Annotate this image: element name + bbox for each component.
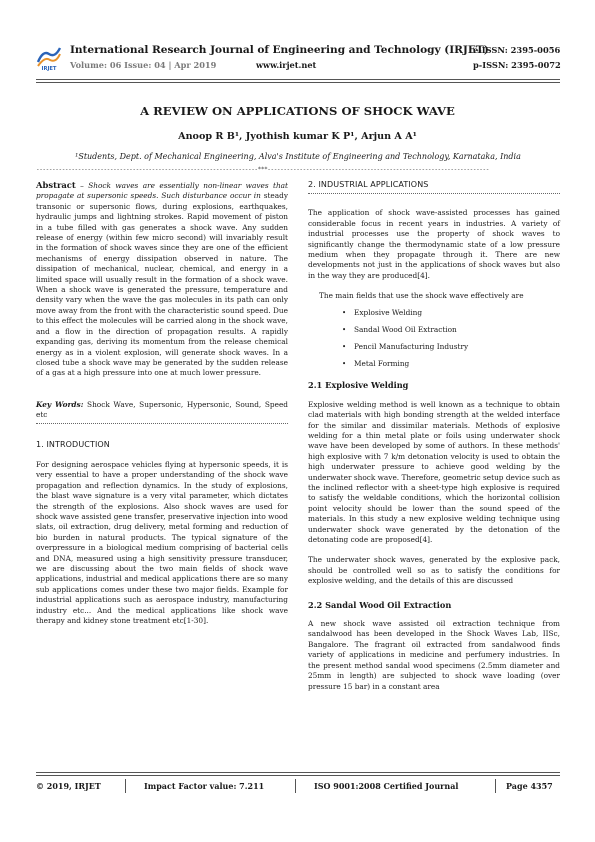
footer-iso: ISO 9001:2008 Certified Journal — [314, 781, 459, 791]
footer-divider — [125, 779, 126, 793]
irjet-logo — [36, 44, 62, 71]
abstract-text: steady transonic or supersonic flows, during explosions, earthquakes, hydraulic jumps and lightning strokes. Rapid movement of piston in a tube filled with gas generates a shock wave. Any sudden release of energy (within few micro second) will invariably result in the formation of shock waves since they are one of the efficient mechanisms of energy dissipation observed in nature. The dissipation of mechanical, nuclear, chemical, and energy in a limited space will usually result in the formation of a shock wave. When a shock wave is generated the pressure, temperature and density vary when the wave the gas molecules in its path can only move away from the front with the characteristic sound speed. Due to this effect the molecules will be carried along in the shock wave, and a flow in the direction of propagation results. A rapidly expanding gas, deriving its momentum from the release chemical energy as in a violent explosion, will generate shock waves. In a closed tube a shock wave may be generated by the sudden release of a gas at a high pressure into one at much lower pressure. — [36, 191, 288, 378]
volume-issue: Volume: 06 Issue: 04 | Apr 2019 — [70, 60, 217, 70]
right-column — [308, 180, 560, 692]
list-item: • Sandal Wood Oil Extraction — [342, 324, 457, 334]
bullet-icon: • — [342, 325, 347, 334]
introduction-heading: 1. INTRODUCTION — [36, 439, 110, 449]
footer-impact-factor: Impact Factor value: 7.211 — [144, 781, 265, 791]
affiliation: ¹Students, Dept. of Mechanical Engineering, Alva's Institute of Engineering and Technology, Karnataka, India — [75, 152, 521, 161]
footer-divider — [295, 779, 296, 793]
explosive-welding-text: Explosive welding method is well known as a technique to obtain clad materials with high bonding strength at the welded interface for the similar and dissimilar materials. Methods of explosive welding for a thin metal plate or foils using underwater shock wave have been developed by some of authors. In these methods' high explosive with 7 k/m detonation velocity is used to obtain the high underwater pressure to achieve good welding by the underwater shock wave. Therefore, geometric setup device such as the inclined reflector with a sheet-type high explosive is required to satisfy the weldable conditions, which the horizontal collision point velocity should be lower than the sound speed of the materials. In this study a new explosive welding technique using underwater shock wave generated by the detonation of the detonating code are proposed[4]. — [308, 399, 560, 545]
abstract: Abstract – Shock waves are essentially non-linear waves that propagate at supersonic speeds. Such disturbance occur in steady transonic or supersonic flows, during explosions, earthquakes, hydraulic jumps and lightning strokes. Rapid movement of piston in a tube filled with gas generates a shock wave. Any sudden release of energy (within few micro second) will invariably result in the formation of shock waves since they are one of the efficient mechanisms of energy dissipation observed in nature. The dissipation of mechanical, nuclear, chemical, and energy in a limited space will usually result in the formation of a shock wave. When a shock wave is generated the pressure, temperature and density vary when the wave the gas molecules in its path can only move away from the front with the characteristic sound speed. Due to this effect the molecules will be carried along in the shock wave, and a flow in the direction of propagation results. A rapidly expanding gas, deriving its momentum from the release chemical energy as in a violent explosion, will generate shock waves. In a closed tube a shock wave may be generated by the sudden release of a gas at a high pressure into one at much lower pressure. Key Words: Shock Wave, Supersonic, Hypersonic, Sound, Speed etc — [36, 180, 288, 424]
sandal-wood-heading: 2.2 Sandal Wood Oil Extraction — [308, 599, 452, 610]
list-item: • Metal Forming — [342, 358, 410, 368]
footer-rule — [36, 772, 560, 773]
bullet-icon: • — [342, 308, 347, 317]
list-item: • Pencil Manufacturing Industry — [342, 341, 469, 351]
paper-title: A REVIEW ON APPLICATIONS OF SHOCK WAVE — [140, 104, 455, 118]
explosive-welding-text-2: The underwater shock waves, generated by the explosive pack, should be controlled well so as to satisfy the conditions for explosive welding, and the details of this are discussed — [308, 555, 560, 586]
explosive-welding-heading: 2.1 Explosive Welding — [308, 380, 409, 391]
industrial-text: The application of shock wave-assisted processes has gained considerable focus in recent years in industries. A variety of industrial processes use the property of shock waves to significantly change the thermodynamic state of a low pressure medium when they propagate through it. There are new developments not just in the applications of shock waves but also in the way they are produced[4]. — [308, 208, 560, 280]
list-item: • Explosive Welding — [342, 307, 423, 317]
section-separator: ---------------------------------------------------------------------***--------------------------------------------------------------------- — [36, 166, 489, 173]
left-column — [36, 180, 288, 626]
e-issn: e-ISSN: 2395-0056 — [473, 45, 561, 55]
footer-copyright: © 2019, IRJET — [36, 781, 101, 791]
footer-page-number: Page 4357 — [506, 781, 553, 791]
sandal-wood-text: A new shock wave assisted oil extraction technique from sandalwood has been developed in the Shock Waves Lab, IISc, Bangalore. The fragrant oil extracted from sandalwood finds variety of applications in medicine and perfumery industries. In the present method sandal wood specimens (2.5mm diameter and 25mm in length) are subjected to shock wave loading (over pressure 15 bar) in a constant area — [308, 619, 560, 691]
header-rule — [36, 82, 560, 83]
industrial-heading: 2. INDUSTRIAL APPLICATIONS — [308, 180, 560, 194]
journal-website[interactable]: www.irjet.net — [256, 60, 317, 70]
bullet-icon: • — [342, 359, 347, 368]
introduction-text: For designing aerospace vehicles flying at hypersonic speeds, it is very essential to have a proper understanding of the shock wave propagation and reflection dynamics. In the study of explosions, the blast wave signature is a very vital parameter, which dictates the strength of the explosions. Also shock waves are used for shock wave assisted gene transfer, preservative injection into wood slats, oil extraction, drug delivery, metal forming and reduction of bio burden in natural products. The typical signature of the overpressure in a biological medium comprising of bacterial cells and DNA, measured using a high sensitivity pressure transducer, we are discussing about the two main fields of shock wave applications, industrial and medical applications there are so many sub applications comes under these two major fields. Example for industrial applications such as aerospace industry, manufacturing industry etc... And the medical applications like shock wave therapy and kidney stone treatment etc[1-30]. — [36, 459, 288, 626]
fields-list — [308, 308, 560, 370]
keywords: Key Words: Shock Wave, Supersonic, Hypersonic, Sound, Speed etc — [36, 399, 288, 420]
journal-title: International Research Journal of Engineering and Technology (IRJET) — [70, 44, 489, 56]
p-issn: p-ISSN: 2395-0072 — [473, 60, 561, 70]
svg-text:IRJET: IRJET — [41, 66, 57, 71]
fields-intro: The main fields that use the shock wave effectively are — [319, 291, 524, 301]
abstract-italic: Shock waves are essentially non-linear waves that propagate at supersonic speeds. Such disturbance occur in — [36, 181, 289, 201]
footer-rule — [36, 775, 560, 776]
bullet-icon: • — [342, 342, 347, 351]
header-rule — [36, 79, 560, 80]
abstract-label: Abstract — [36, 180, 76, 190]
footer-divider — [495, 779, 496, 793]
authors: Anoop R B¹, Jyothish kumar K P¹, Arjun A A¹ — [178, 131, 417, 142]
